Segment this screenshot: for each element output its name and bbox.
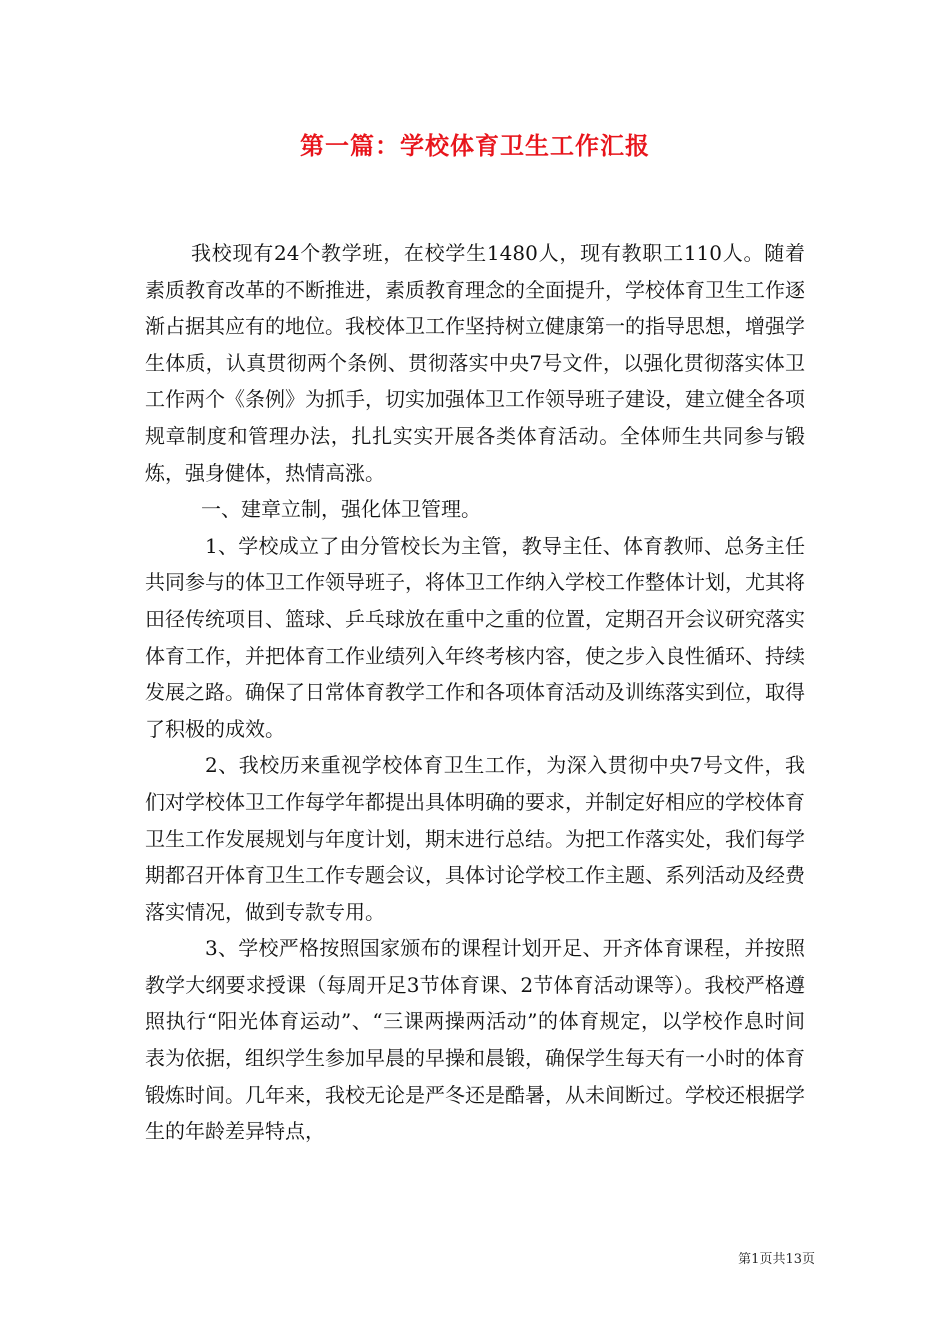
page-number: 第1页共13页	[738, 1252, 815, 1267]
paragraph-item-1: 1、学校成立了由分管校长为主管，教导主任、体育教师、总务主任共同参与的体卫工作领导班子，将体卫工作纳入学校工作整体计划，尤其将田径传统项目、篮球、乒乓球放在重中之重的位置，定期召开会议研究落实体育工作，并把体育工作业绩列入年终考核内容，使之步入良性循环、持续发展之路。确保了日常体育教学工作和各项体育活动及训练落实到位，取得了积极的成效。	[145, 533, 805, 741]
paragraph-intro: 我校现有24个教学班，在校学生1480人，现有教职工110人。随着素质教育改革的不断推进，素质教育理念的全面提升，学校体育卫生工作逐渐占据其应有的地位。我校体卫工作坚持树立健康第一的指导思想，增强学生体质，认真贯彻两个条例、贯彻落实中央7号文件，以强化贯彻落实体卫工作两个《条例》为抓手，切实加强体卫工作领导班子建设，建立健全各项规章制度和管理办法，扎扎实实开展各类体育活动。全体师生共同参与锻炼，强身健体，热情高涨。	[145, 241, 805, 485]
document-title: 第一篇：学校体育卫生工作汇报	[300, 131, 650, 160]
document-body	[145, 235, 805, 1150]
section-heading-1: 一、建章立制，强化体卫管理。	[201, 497, 481, 522]
paragraph-item-2: 2、我校历来重视学校体育卫生工作，为深入贯彻中央7号文件，我们对学校体卫工作每学年都提出具体明确的要求，并制定好相应的学校体育卫生工作发展规划与年度计划，期末进行总结。为把工作落实处，我们每学期都召开体育卫生工作专题会议，具体讨论学校工作主题、系列活动及经费落实情况，做到专款专用。	[145, 753, 805, 924]
paragraph-item-3: 3、学校严格按照国家颁布的课程计划开足、开齐体育课程，并按照教学大纲要求授课（每周开足3节体育课、2节体育活动课等）。我校严格遵照执行“阳光体育运动”、“三课两操两活动”的体育规定，以学校作息时间表为依据，组织学生参加早晨的早操和晨锻，确保学生每天有一小时的体育锻炼时间。几年来，我校无论是严冬还是酷暑，从未间断过。学校还根据学生的年龄差异特点，	[145, 936, 805, 1144]
